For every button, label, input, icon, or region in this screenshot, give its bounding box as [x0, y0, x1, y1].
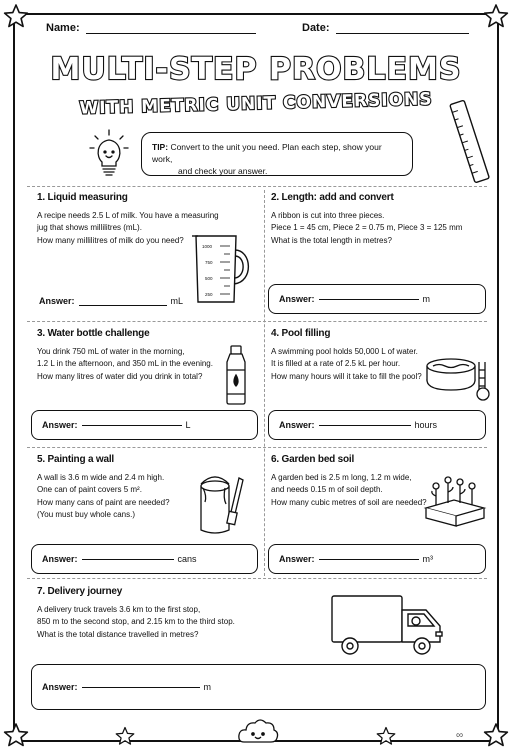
answer-field-3[interactable]	[31, 410, 258, 440]
problem-title: 3. Water bottle challenge	[37, 328, 150, 339]
answer-field-5[interactable]	[31, 544, 258, 574]
column-divider	[264, 190, 265, 576]
problem-text: You drink 750 mL of water in the morning, 1.2 L in the afternoon, and 350 mL in the evening. How many litres of water did you drink in total?	[37, 346, 213, 381]
problem-text: A wall is 3.6 m wide and 2.4 m high. One can of paint covers 5 m². How many cans of paint are needed? (You must buy whole cans.)	[37, 472, 170, 519]
star-icon	[3, 3, 29, 29]
problem-7	[37, 586, 337, 641]
jug-mark: 1000	[202, 244, 213, 249]
tip-text-line2: and check your answer.	[178, 166, 268, 176]
answer-label: Answer:	[279, 294, 315, 304]
answer-unit: m³	[422, 554, 434, 564]
date-label: Date:	[302, 22, 330, 34]
answer-unit: cans	[177, 554, 197, 564]
date-field[interactable]	[302, 22, 469, 34]
garden-bed-icon	[420, 474, 490, 532]
lightbulb-icon	[88, 128, 130, 180]
problem-title: 7. Delivery journey	[37, 586, 123, 597]
star-icon	[115, 726, 135, 746]
section-divider	[27, 186, 487, 187]
worksheet-subtitle: WITH METRIC UNIT CONVERSIONS	[79, 89, 433, 119]
star-icon	[483, 3, 509, 29]
problem-title: 2. Length: add and convert	[271, 192, 394, 203]
worksheet-title: MULTI-STEP PROBLEMS	[50, 52, 462, 87]
answer-unit: mL	[170, 296, 184, 306]
jug-mark: 750	[205, 260, 213, 265]
answer-unit: hours	[414, 420, 438, 430]
problem-text: A garden bed is 2.5 m long, 1.2 m wide, and needs 0.15 m of soil depth. How many cubic metres of soil are needed?	[271, 472, 427, 507]
answer-label: Answer:	[42, 682, 78, 692]
tip-text-line1: Convert to the unit you need. Plan each step, show your work,	[152, 142, 382, 164]
footer-mark: ∞	[456, 730, 464, 741]
problem-text: A swimming pool holds 50,000 L of water. It is filled at a rate of 2.5 kL per hour. How many hours will it take to fill the pool?	[271, 346, 422, 381]
problem-text: A delivery truck travels 3.6 km to the first stop, 850 m to the second stop, and 2.15 km to the third stop. What is the total distance travelled in metres?	[37, 604, 235, 639]
answer-field-1[interactable]	[39, 296, 183, 306]
star-icon	[376, 726, 396, 746]
answer-field-6[interactable]	[268, 544, 486, 574]
water-bottle-icon	[222, 344, 250, 406]
problem-2	[271, 192, 486, 247]
delivery-truck-icon	[328, 590, 448, 660]
measuring-jug-icon	[186, 232, 258, 306]
problem-title: 1. Liquid measuring	[37, 192, 128, 203]
section-divider	[27, 578, 487, 579]
problem-title: 6. Garden bed soil	[271, 454, 355, 465]
paint-can-icon	[195, 474, 251, 538]
answer-field-7[interactable]	[31, 664, 486, 710]
section-divider	[27, 321, 487, 322]
answer-label: Answer:	[279, 554, 315, 564]
jug-mark: 500	[205, 276, 213, 281]
name-label: Name:	[46, 22, 80, 34]
answer-unit: L	[185, 420, 191, 430]
answer-field-4[interactable]	[268, 410, 486, 440]
answer-label: Answer:	[42, 420, 78, 430]
answer-label: Answer:	[279, 420, 315, 430]
tip-label: TIP:	[152, 142, 169, 152]
answer-field-2[interactable]	[268, 284, 486, 314]
answer-label: Answer:	[42, 554, 78, 564]
jug-mark: 250	[205, 292, 213, 297]
swimming-pool-icon	[423, 352, 493, 402]
cloud-mascot-icon	[236, 716, 280, 746]
problem-text: A ribbon is cut into three pieces. Piece 1 = 45 cm, Piece 2 = 0.75 m, Piece 3 = 125 mm What is the total length in metres?	[271, 210, 463, 245]
problem-text: A recipe needs 2.5 L of milk. You have a measuring jug that shows millilitres (mL). How many millilitres of milk do you need?	[37, 210, 219, 245]
tip-box	[141, 132, 413, 176]
problem-title: 4. Pool filling	[271, 328, 331, 339]
answer-unit: m	[422, 294, 431, 304]
section-divider	[27, 447, 487, 448]
name-field[interactable]	[46, 22, 256, 34]
star-icon	[483, 722, 509, 748]
answer-label: Answer:	[39, 296, 75, 306]
answer-unit: m	[203, 682, 212, 692]
problem-title: 5. Painting a wall	[37, 454, 114, 465]
ruler-icon	[448, 96, 494, 186]
star-icon	[3, 722, 29, 748]
